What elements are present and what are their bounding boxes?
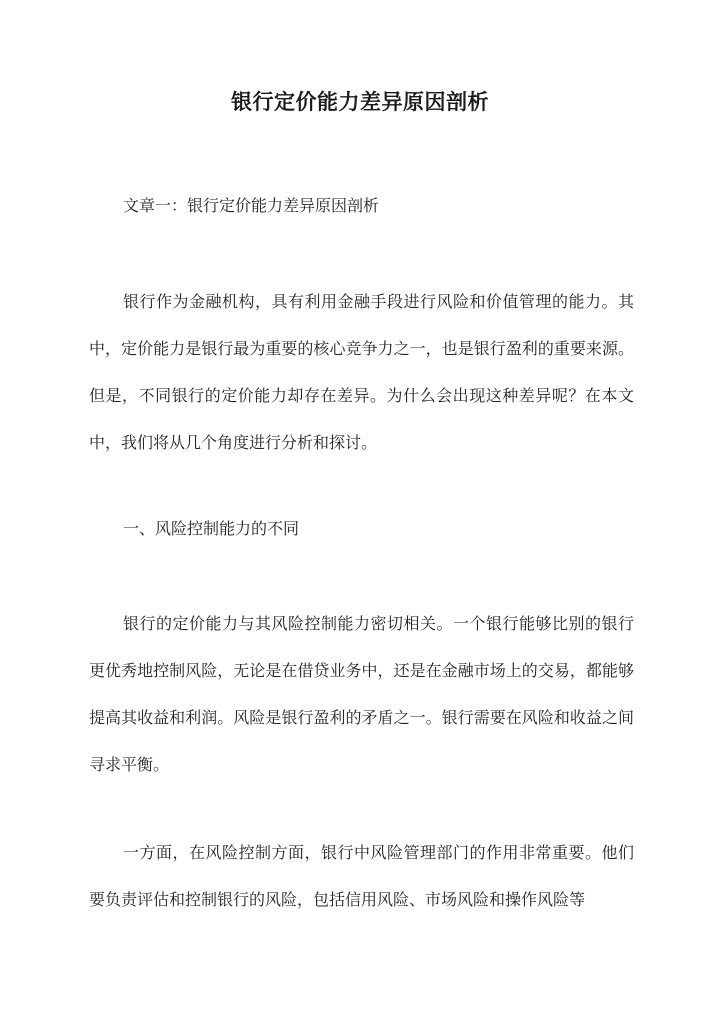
paragraph-intro: 银行作为金融机构，具有利用金融手段进行风险和价值管理的能力。其中，定价能力是银行最为重要的核心竞争力之一，也是银行盈利的重要来源。但是，不同银行的定价能力却存在差异。为什么会出现这种差异呢？在本文中，我们将从几个角度进行分析和探讨。 (89, 292, 634, 452)
paragraph-risk-management: 一方面，在风险控制方面，银行中风险管理部门的作用非常重要。他们要负责评估和控制银行的风险，包括信用风险、市场风险和操作风险等 (89, 843, 634, 909)
document-title: 银行定价能力差异原因剖析 (231, 89, 489, 114)
section-heading: 一、风险控制能力的不同 (123, 519, 300, 538)
paragraph-risk-control: 银行的定价能力与其风险控制能力密切相关。一个银行能够比别的银行更优秀地控制风险，无论是在借贷业务中，还是在金融市场上的交易，都能够提高其收益和利润。风险是银行盈利的矛盾之一。银行需要在风险和收益之间寻求平衡。 (89, 614, 634, 774)
article-label: 文章一：银行定价能力差异原因剖析 (123, 196, 380, 215)
